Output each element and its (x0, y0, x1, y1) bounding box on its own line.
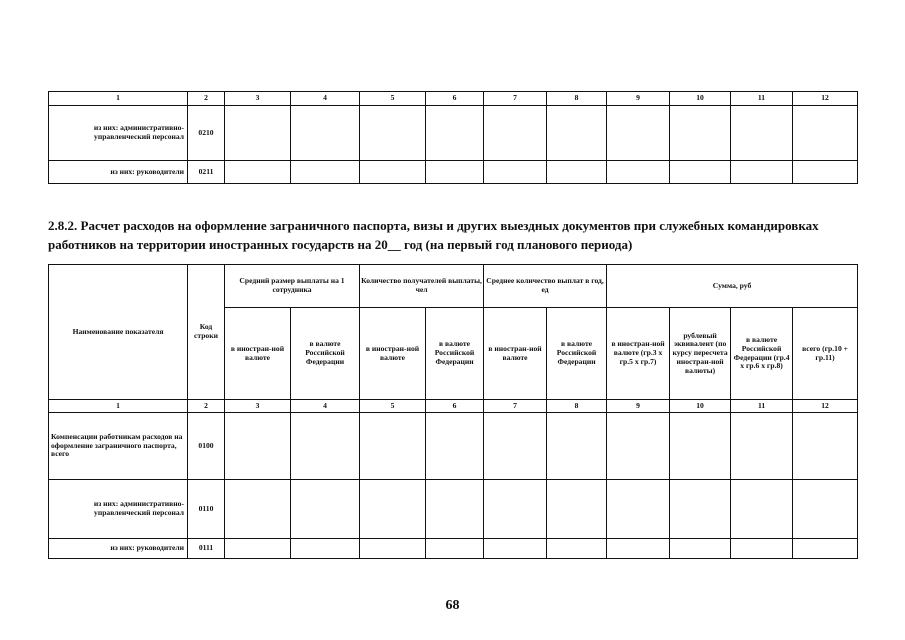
data-cell[interactable] (360, 161, 426, 184)
column-number-row (49, 92, 858, 106)
data-cell[interactable] (225, 413, 291, 480)
header-recipients-count: Количество получателей выплаты, чел (360, 265, 484, 308)
row-code: 0110 (188, 480, 225, 539)
data-cell[interactable] (360, 539, 426, 559)
data-cell[interactable] (731, 413, 793, 480)
col-number-6: 6 (426, 400, 484, 413)
col-number-12: 12 (793, 400, 858, 413)
col-number-1: 1 (49, 92, 188, 106)
data-cell[interactable] (731, 161, 793, 184)
data-cell[interactable] (484, 480, 547, 539)
data-cell[interactable] (225, 480, 291, 539)
row-code: 0210 (188, 106, 225, 161)
data-cell[interactable] (607, 539, 670, 559)
col-number-7: 7 (484, 400, 547, 413)
header-sum-foreign: в иностран-ной валюте (гр.3 х гр.5 х гр.7) (607, 308, 670, 400)
data-cell[interactable] (225, 161, 291, 184)
data-cell[interactable] (607, 413, 670, 480)
row-code: 0100 (188, 413, 225, 480)
row-name: из них: руководители (49, 161, 188, 184)
col-number-8: 8 (547, 92, 607, 106)
header-avg-payment: Средний размер выплаты на 1 сотрудника (225, 265, 360, 308)
row-name: из них: административно-управленческий персонал (49, 480, 188, 539)
col-number-5: 5 (360, 92, 426, 106)
data-cell[interactable] (426, 161, 484, 184)
column-number-row (49, 400, 858, 413)
header-indicator-name: Наименование показателя (49, 265, 188, 400)
header-row-top (49, 265, 858, 308)
data-cell[interactable] (731, 480, 793, 539)
data-cell[interactable] (793, 480, 858, 539)
data-cell[interactable] (291, 413, 360, 480)
table-previous-continuation (48, 91, 858, 184)
data-cell[interactable] (793, 413, 858, 480)
data-cell[interactable] (547, 106, 607, 161)
col-number-8: 8 (547, 400, 607, 413)
data-cell[interactable] (793, 106, 858, 161)
table-row (49, 539, 858, 559)
data-cell[interactable] (291, 106, 360, 161)
header-avg-count-foreign: в иностран-ной валюте (484, 308, 547, 400)
table-row (49, 413, 858, 480)
data-cell[interactable] (793, 161, 858, 184)
col-number-2: 2 (188, 92, 225, 106)
data-cell[interactable] (360, 413, 426, 480)
data-cell[interactable] (291, 480, 360, 539)
data-cell[interactable] (291, 161, 360, 184)
data-cell[interactable] (670, 539, 731, 559)
row-name: из них: руководители (49, 539, 188, 559)
col-number-3: 3 (225, 92, 291, 106)
data-cell[interactable] (426, 539, 484, 559)
row-code: 0111 (188, 539, 225, 559)
col-number-4: 4 (291, 92, 360, 106)
header-avg-payment-rf: в валюте Российской Федерации (291, 308, 360, 400)
col-number-2: 2 (188, 400, 225, 413)
row-code: 0211 (188, 161, 225, 184)
col-number-11: 11 (731, 92, 793, 106)
data-cell[interactable] (731, 539, 793, 559)
row-name: из них: административно-управленческий персонал (49, 106, 188, 161)
col-number-10: 10 (670, 92, 731, 106)
data-cell[interactable] (225, 539, 291, 559)
col-number-11: 11 (731, 400, 793, 413)
header-recipients-foreign: в иностран-ной валюте (360, 308, 426, 400)
data-cell[interactable] (607, 106, 670, 161)
header-sum-rub-equivalent: рублевый эквивалент (по курсу пересчета иностран-ной валюты) (670, 308, 731, 400)
data-cell[interactable] (426, 480, 484, 539)
col-number-12: 12 (793, 92, 858, 106)
data-cell[interactable] (607, 480, 670, 539)
header-avg-payment-foreign: в иностран-ной валюте (225, 308, 291, 400)
data-cell[interactable] (225, 106, 291, 161)
data-cell[interactable] (291, 539, 360, 559)
data-cell[interactable] (793, 539, 858, 559)
data-cell[interactable] (670, 106, 731, 161)
data-cell[interactable] (547, 413, 607, 480)
col-number-9: 9 (607, 92, 670, 106)
data-cell[interactable] (670, 480, 731, 539)
col-number-6: 6 (426, 92, 484, 106)
header-sum-rub: Сумма, руб (607, 265, 858, 308)
section-title: 2.8.2. Расчет расходов на оформление заграничного паспорта, визы и других выездных документов при служебных командировках работников на территории иностранных государств на 20__ год (на первый год планового периода) (48, 218, 819, 252)
data-cell[interactable] (484, 413, 547, 480)
data-cell[interactable] (360, 106, 426, 161)
header-avg-count-rf: в валюте Российской Федерации (547, 308, 607, 400)
data-cell[interactable] (670, 161, 731, 184)
col-number-4: 4 (291, 400, 360, 413)
header-sum-rf: в валюте Российской Федерации (гр.4 х гр.6 х гр.8) (731, 308, 793, 400)
data-cell[interactable] (547, 539, 607, 559)
data-cell[interactable] (484, 161, 547, 184)
data-cell[interactable] (360, 480, 426, 539)
page-number: 68 (445, 598, 460, 613)
table-row (49, 480, 858, 539)
data-cell[interactable] (670, 413, 731, 480)
data-cell[interactable] (426, 106, 484, 161)
col-number-7: 7 (484, 92, 547, 106)
data-cell[interactable] (426, 413, 484, 480)
col-number-1: 1 (49, 400, 188, 413)
header-line-code: Код строки (188, 265, 225, 400)
header-recipients-rf: в валюте Российской Федерации (426, 308, 484, 400)
header-avg-count: Среднее количество выплат в год, ед (484, 265, 607, 308)
data-cell[interactable] (484, 106, 547, 161)
row-name: Компенсации работникам расходов на оформление заграничного паспорта, всего (49, 413, 188, 480)
data-cell[interactable] (547, 161, 607, 184)
col-number-9: 9 (607, 400, 670, 413)
data-cell[interactable] (731, 106, 793, 161)
col-number-5: 5 (360, 400, 426, 413)
data-cell[interactable] (547, 480, 607, 539)
passport-visa-expenses-table (48, 264, 858, 559)
table-row (49, 106, 858, 161)
data-cell[interactable] (607, 161, 670, 184)
col-number-3: 3 (225, 400, 291, 413)
data-cell[interactable] (484, 539, 547, 559)
header-sum-total: всего (гр.10 + гр.11) (793, 308, 858, 400)
table-row (49, 161, 858, 184)
col-number-10: 10 (670, 400, 731, 413)
